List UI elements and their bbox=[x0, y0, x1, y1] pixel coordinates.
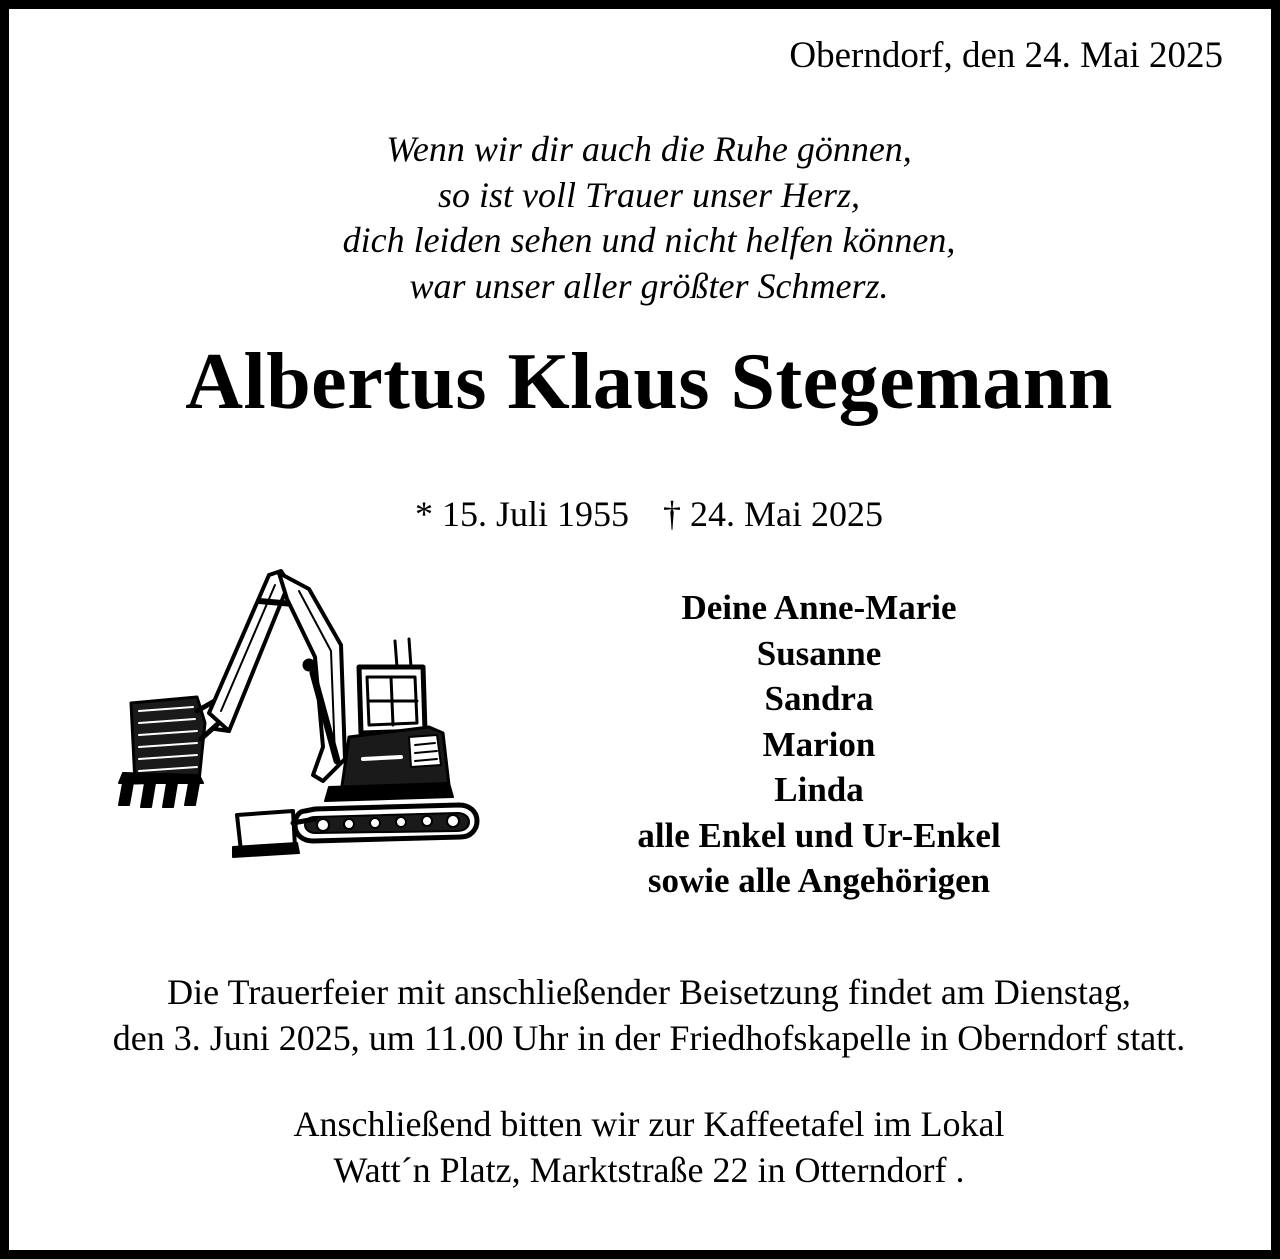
reception-announcement bbox=[9, 1101, 1280, 1193]
reception-line: Anschließend bitten wir zur Kaffeetafel im Lokal bbox=[293, 1104, 1005, 1144]
poem-line: dich leiden sehen und nicht helfen können, bbox=[342, 220, 956, 260]
reception-line: Watt´n Platz, Marktstraße 22 in Otterndorf . bbox=[333, 1150, 965, 1190]
mourner-line: sowie alle Angehörigen bbox=[647, 861, 991, 900]
life-dates bbox=[9, 493, 1280, 535]
mourner-line: Deine Anne-Marie bbox=[681, 588, 957, 627]
poem-line: Wenn wir dir auch die Ruhe gönnen, bbox=[386, 129, 912, 169]
mourner-line: Sandra bbox=[764, 679, 874, 718]
poem-line: war unser aller größter Schmerz. bbox=[409, 265, 889, 306]
funeral-announcement bbox=[9, 969, 1280, 1061]
dateline: Oberndorf, den 24. Mai 2025 bbox=[789, 35, 1223, 76]
birth-date: * 15. Juli 1955 bbox=[414, 494, 629, 534]
funeral-line: den 3. Juni 2025, um 11.00 Uhr in der Friedhofskapelle in Oberndorf statt. bbox=[112, 1018, 1186, 1058]
death-date: † 24. Mai 2025 bbox=[663, 494, 883, 534]
poem-line: so ist voll Trauer unser Herz, bbox=[437, 174, 861, 215]
mourner-line: Susanne bbox=[756, 633, 882, 673]
deceased-name: Albertus Klaus Stegemann bbox=[185, 338, 1113, 426]
mourner-line: Linda bbox=[774, 770, 864, 809]
poem bbox=[9, 127, 1280, 309]
funeral-line: Die Trauerfeier mit anschließender Beisetzung findet am Dienstag, bbox=[167, 972, 1131, 1012]
mourner-line: Marion bbox=[762, 724, 876, 764]
excavator-icon bbox=[109, 561, 481, 863]
mourners-list bbox=[589, 585, 1049, 904]
mourner-line: alle Enkel und Ur-Enkel bbox=[637, 815, 1001, 855]
